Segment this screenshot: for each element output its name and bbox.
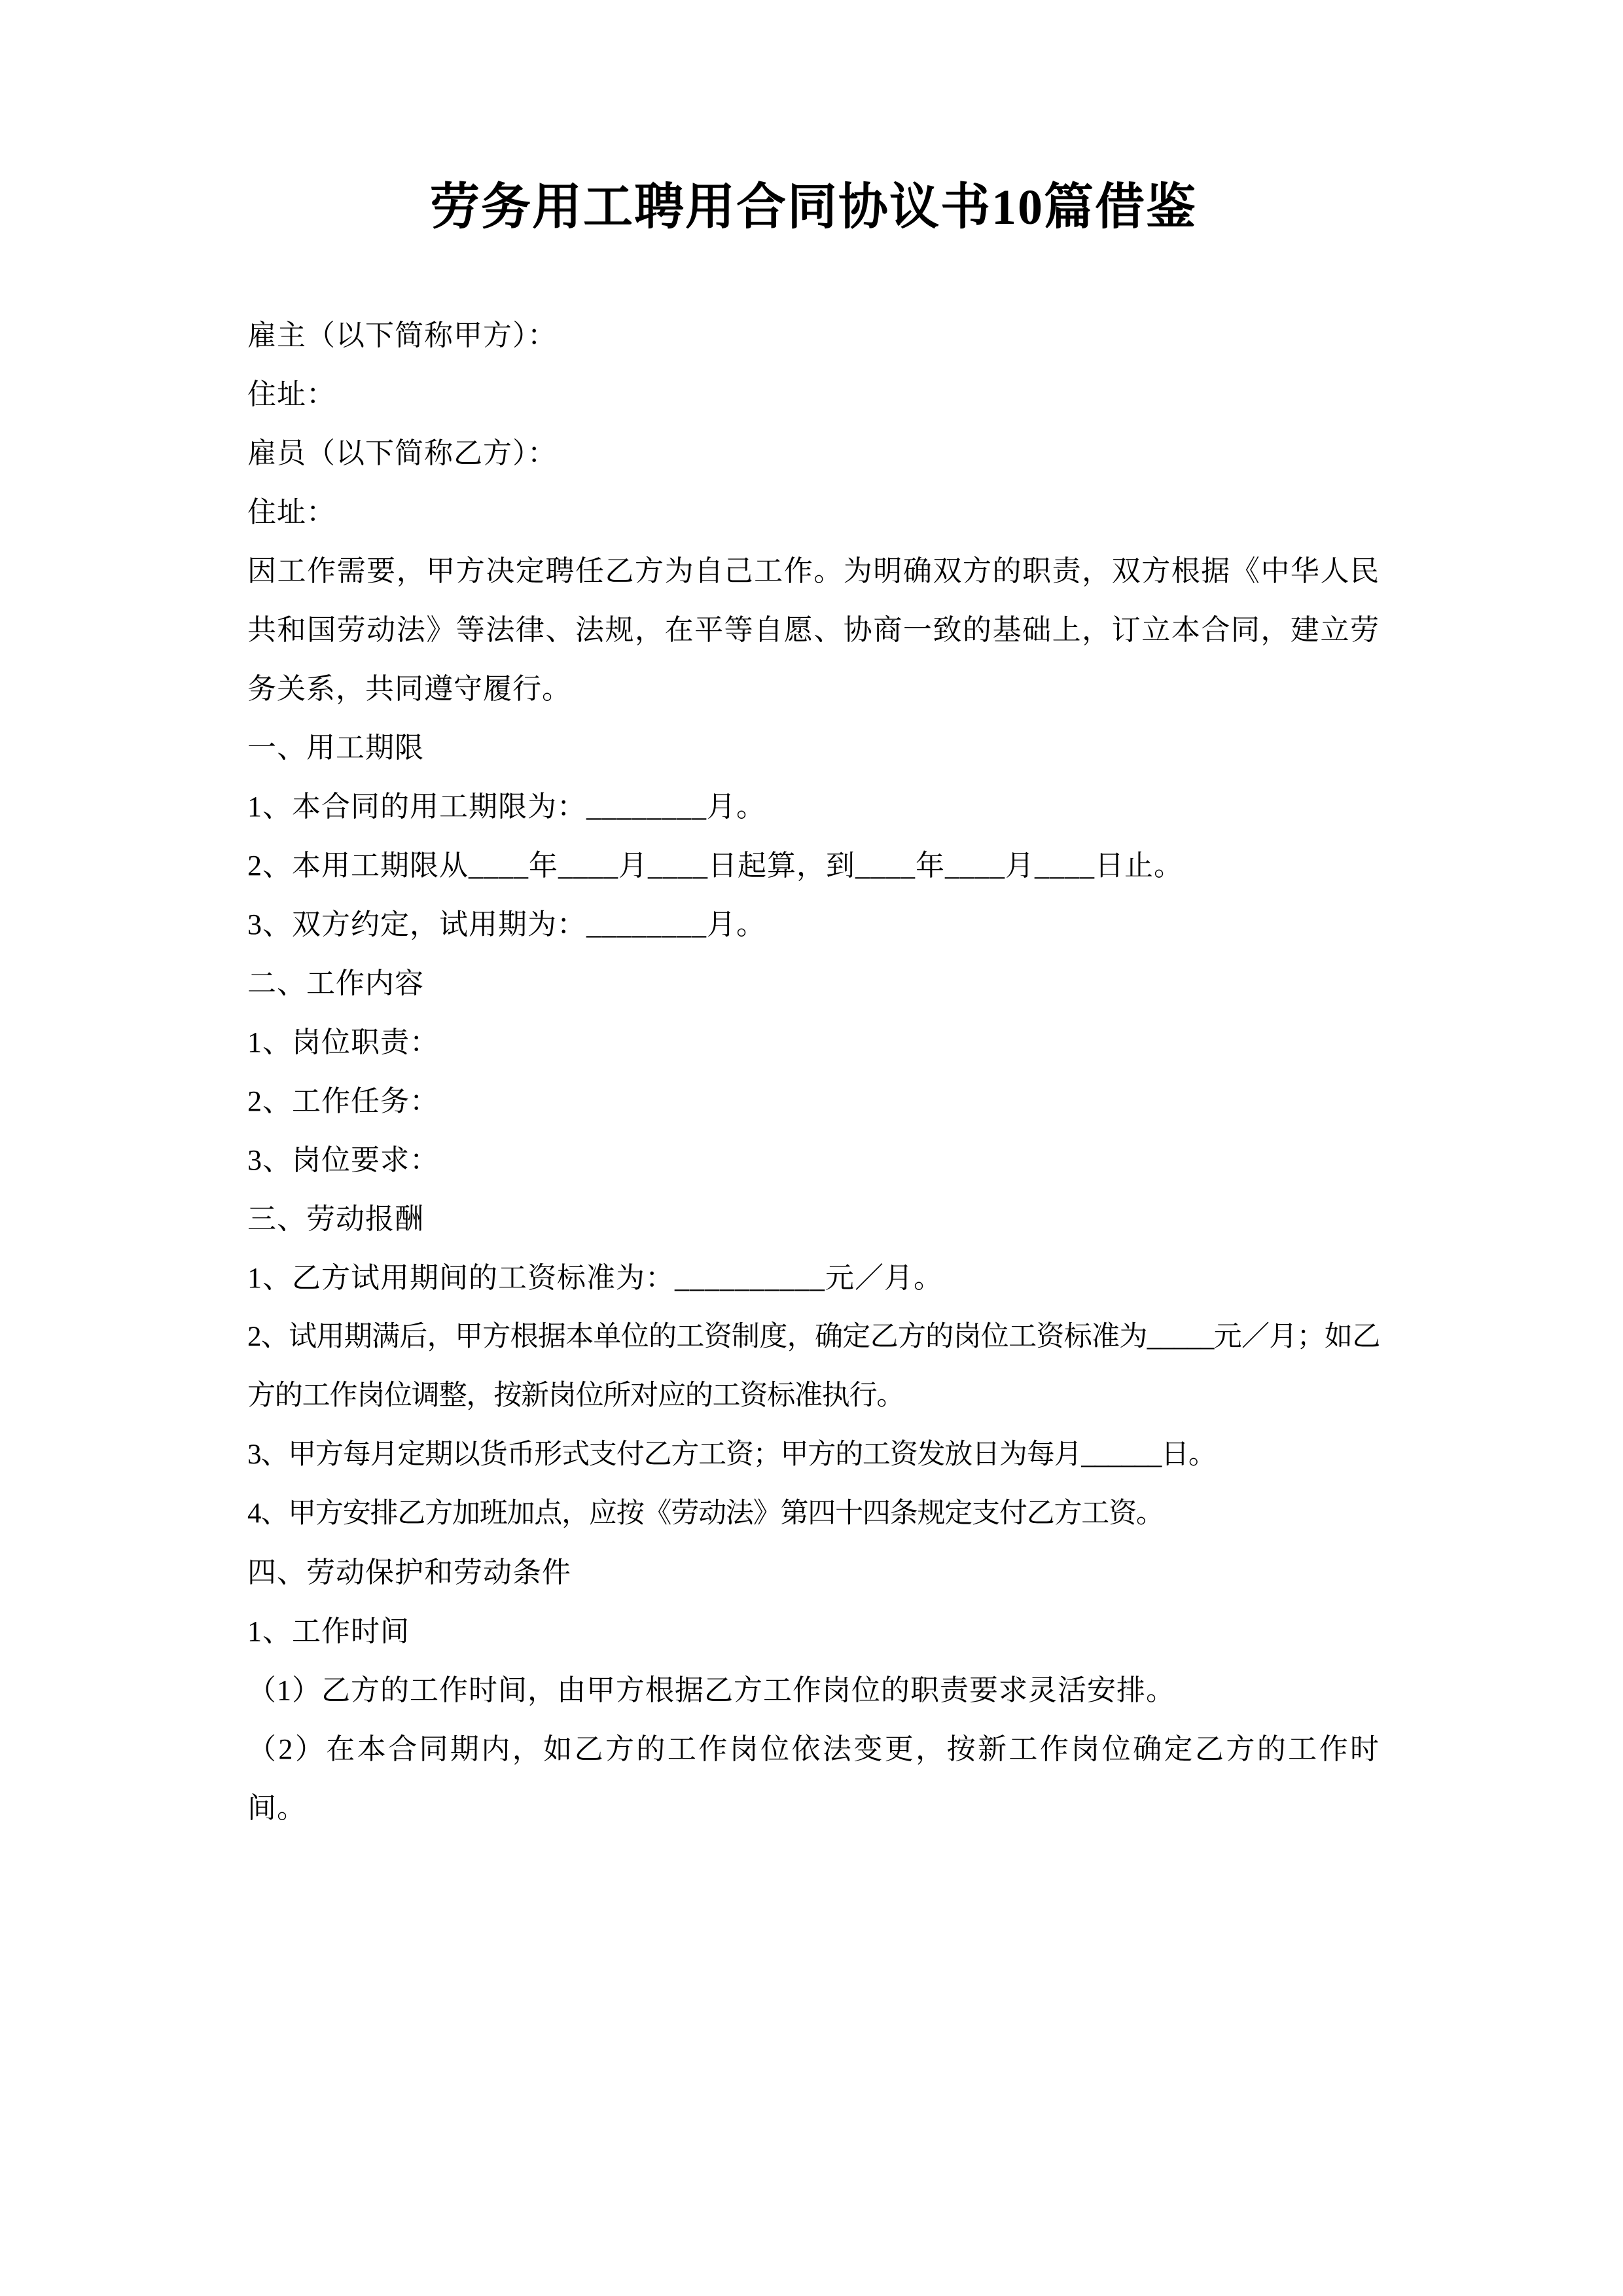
section-3-item-2: 2、试用期满后，甲方根据本单位的工资制度，确定乙方的岗位工资标准为_____元／月；如乙方的工作岗位调整，按新岗位所对应的工资标准执行。 (247, 1321, 1380, 1411)
section-heading-3: 三、劳动报酬 (247, 1202, 424, 1235)
section-1-item-2: 2、本用工期限从____年____月____日起算，到____年____月____日止。 (247, 849, 1183, 882)
section-heading-4: 四、劳动保护和劳动条件 (247, 1556, 571, 1588)
section-1-item-3: 3、双方约定，试用期为：________月。 (247, 908, 766, 941)
employee-address-line: 住址： (247, 495, 336, 528)
section-3-item-3: 3、甲方每月定期以货币形式支付乙方工资；甲方的工资发放日为每月______日。 (247, 1439, 1216, 1470)
section-2-item-2: 2、工作任务： (247, 1085, 439, 1117)
preamble-paragraph: 因工作需要，甲方决定聘任乙方为自己工作。为明确双方的职责，双方根据《中华人民共和国劳动法》等法律、法规，在平等自愿、协商一致的基础上，订立本合同，建立劳务关系，共同遵守履行。 (247, 554, 1380, 705)
section-4-item-1-sub-1: （1）乙方的工作时间，由甲方根据乙方工作岗位的职责要求灵活安排。 (247, 1674, 1175, 1706)
section-4-item-1: 1、工作时间 (247, 1615, 410, 1647)
document-body (247, 181, 1380, 1838)
employer-label-line: 雇主（以下简称甲方）： (247, 319, 557, 351)
page-title: 劳务用工聘用合同协议书10篇借鉴 (430, 180, 1197, 235)
employer-address-line: 住址： (247, 378, 336, 410)
section-3-item-1: 1、乙方试用期间的工资标准为：__________元／月。 (247, 1261, 943, 1294)
section-2-item-3: 3、岗位要求： (247, 1143, 439, 1176)
section-3-item-4: 4、甲方安排乙方加班加点，应按《劳动法》第四十四条规定支付乙方工资。 (247, 1498, 1164, 1529)
section-4-item-1-sub-2: （2）在本合同期内，如乙方的工作岗位依法变更，按新工作岗位确定乙方的工作时间。 (247, 1732, 1380, 1824)
section-heading-2: 二、工作内容 (247, 967, 424, 999)
section-1-item-1: 1、本合同的用工期限为：________月。 (247, 790, 766, 823)
section-2-item-1: 1、岗位职责： (247, 1026, 439, 1058)
section-heading-1: 一、用工期限 (247, 731, 424, 764)
employee-label-line: 雇员（以下简称乙方）： (247, 437, 557, 469)
